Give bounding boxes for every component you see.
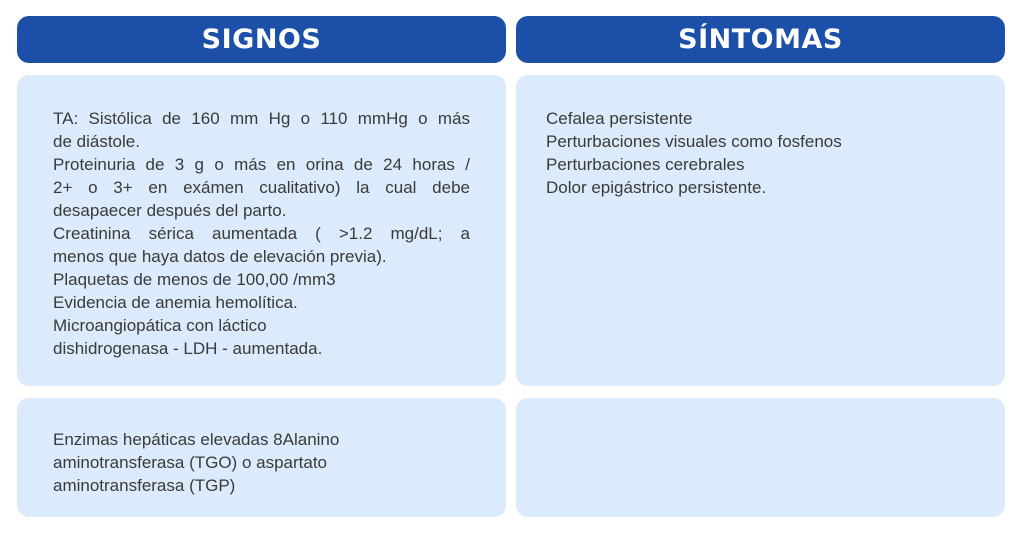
signos-line: desapaecer después del parto. xyxy=(53,201,287,220)
signos-header xyxy=(17,16,506,63)
signos-line: 2+ o 3+ en exámen cualitativo) la cual debe xyxy=(53,178,470,197)
signos-row2-line: aminotransferasa (TGO) o aspartato xyxy=(53,453,328,472)
sintomas-cell-main xyxy=(516,75,1005,386)
signos-cell-main xyxy=(17,75,506,386)
signos-row2-line: aminotransferasa (TGP) xyxy=(53,476,236,495)
signos-line: de diástole. xyxy=(53,132,140,151)
signos-line: menos que haya datos de elevación previa). xyxy=(53,247,387,266)
sintomas-line: Dolor epigástrico persistente. xyxy=(546,178,767,197)
signos-cell-secondary xyxy=(17,398,506,517)
signos-line: Microangiopática con láctico xyxy=(53,316,267,335)
signos-header-label: SIGNOS xyxy=(201,24,322,55)
signos-line: Evidencia de anemia hemolítica. xyxy=(53,293,298,312)
sintomas-line: Perturbaciones cerebrales xyxy=(546,155,745,174)
signos-line: Creatinina sérica aumentada ( >1.2 mg/dL; a xyxy=(53,224,470,243)
sintomas-line: Cefalea persistente xyxy=(546,109,693,128)
sintomas-header xyxy=(516,16,1005,63)
signos-line: dishidrogenasa - LDH - aumentada. xyxy=(53,339,323,358)
sintomas-cell-secondary-empty xyxy=(516,398,1005,517)
signos-line: TA: Sistólica de 160 mm Hg o 110 mmHg o más xyxy=(53,109,470,128)
sintomas-header-label: SÍNTOMAS xyxy=(678,24,843,55)
signos-line: Proteinuria de 3 g o más en orina de 24 horas / xyxy=(53,155,470,174)
signos-line: Plaquetas de menos de 100,00 /mm3 xyxy=(53,270,336,289)
sintomas-line: Perturbaciones visuales como fosfenos xyxy=(546,132,842,151)
signos-row2-line: Enzimas hepáticas elevadas 8Alanino xyxy=(53,430,340,449)
